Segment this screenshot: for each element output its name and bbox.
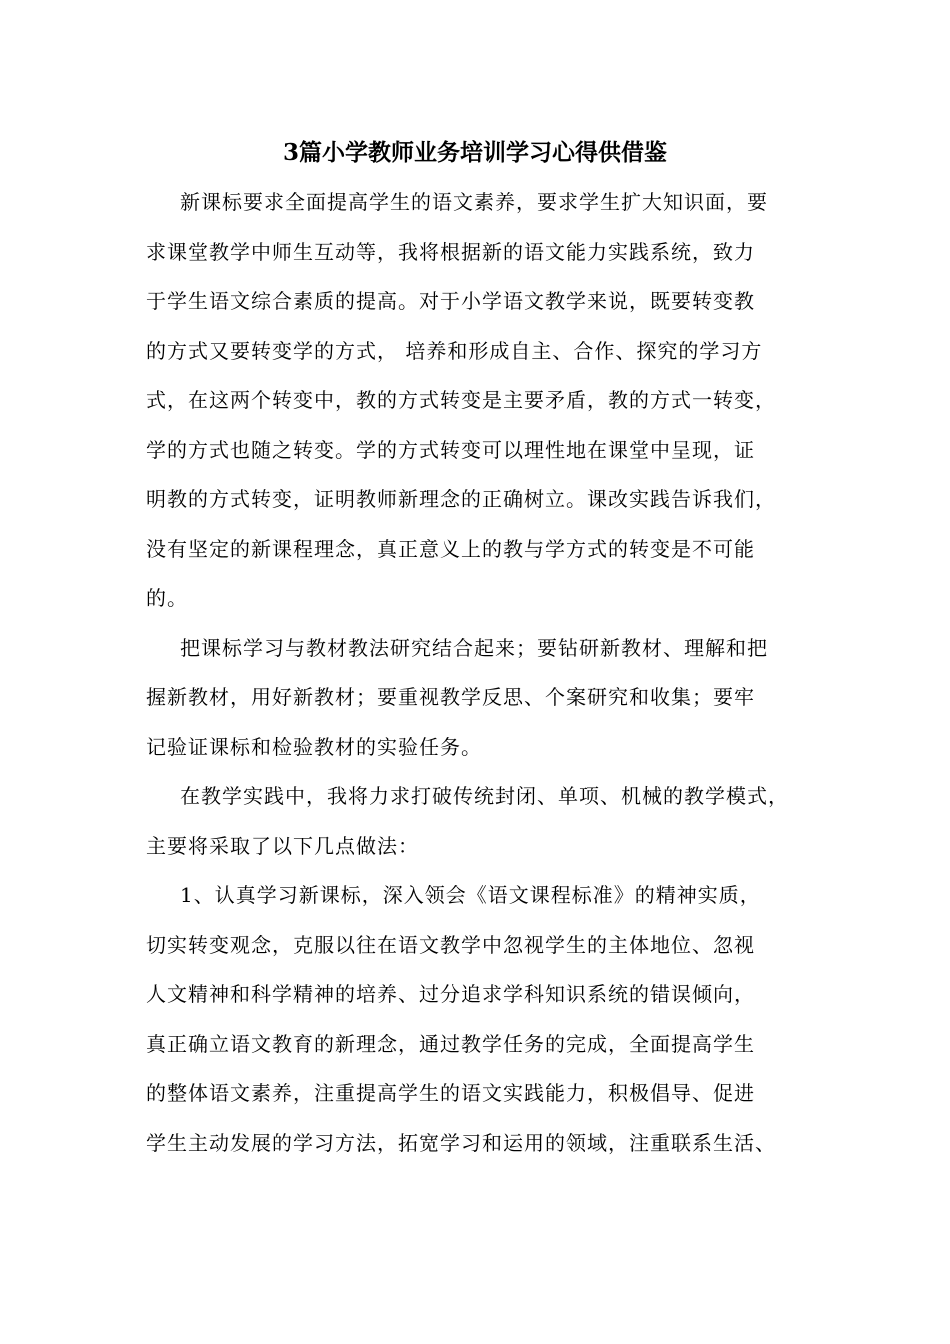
paragraph-4-line-6: 学生主动发展的学习方法，拓宽学习和运用的领域，注重联系生活、 xyxy=(146,1130,776,1155)
paragraph-2-line-2: 握新教材，用好新教材；要重视教学反思、个案研究和收集；要牢 xyxy=(146,685,755,709)
paragraph-4-line-2: 切实转变观念，克服以往在语文教学中忽视学生的主体地位、忽视 xyxy=(146,932,755,957)
paragraph-2-line-1: 把课标学习与教材教法研究结合起来；要钻研新教材、理解和把 xyxy=(180,635,768,660)
paragraph-1-line-6: 学的方式也随之转变。学的方式转变可以理性地在课堂中呈现，证 xyxy=(146,437,755,462)
paragraph-3-line-1: 在教学实践中，我将力求打破传统封闭、单项、机械的教学模式， xyxy=(180,784,789,808)
paragraph-1-line-5: 式，在这两个转变中，教的方式转变是主要矛盾，教的方式一转变， xyxy=(146,388,776,412)
document-title: 3篇小学教师业务培训学习心得供借鉴 xyxy=(282,139,667,166)
paragraph-1-line-8: 没有坚定的新课程理念，真正意义上的教与学方式的转变是不可能 xyxy=(146,536,755,561)
paragraph-1-line-4: 的方式又要转变学的方式， 培养和形成自主、合作、探究的学习方 xyxy=(146,338,763,363)
document-body xyxy=(146,178,806,1168)
paragraph-4-line-1: 1、认真学习新课标，深入领会《语文课程标准》的精神实质， xyxy=(180,883,761,907)
paragraph-1-line-3: 于学生语文综合素质的提高。对于小学语文教学来说，既要转变教 xyxy=(146,289,755,313)
paragraph-4-line-4: 真正确立语文教育的新理念，通过教学任务的完成，全面提高学生 xyxy=(146,1031,755,1056)
paragraph-1-line-2: 求课堂教学中师生互动等，我将根据新的语文能力实践系统，致力 xyxy=(146,239,755,264)
paragraph-1-line-1: 新课标要求全面提高学生的语文素养，要求学生扩大知识面，要 xyxy=(180,190,768,214)
paragraph-4-line-3: 人文精神和科学精神的培养、过分追求学科知识系统的错误倾向， xyxy=(146,982,755,1006)
paragraph-1-line-7: 明教的方式转变，证明教师新理念的正确树立。课改实践告诉我们， xyxy=(146,487,776,511)
paragraph-2-line-3: 记验证课标和检验教材的实验任务。 xyxy=(146,734,482,759)
paragraph-4-line-5: 的整体语文素养，注重提高学生的语文实践能力，积极倡导、促进 xyxy=(146,1081,755,1105)
paragraph-1-line-9: 的。 xyxy=(146,586,188,610)
paragraph-3-line-2: 主要将采取了以下几点做法： xyxy=(146,833,419,858)
